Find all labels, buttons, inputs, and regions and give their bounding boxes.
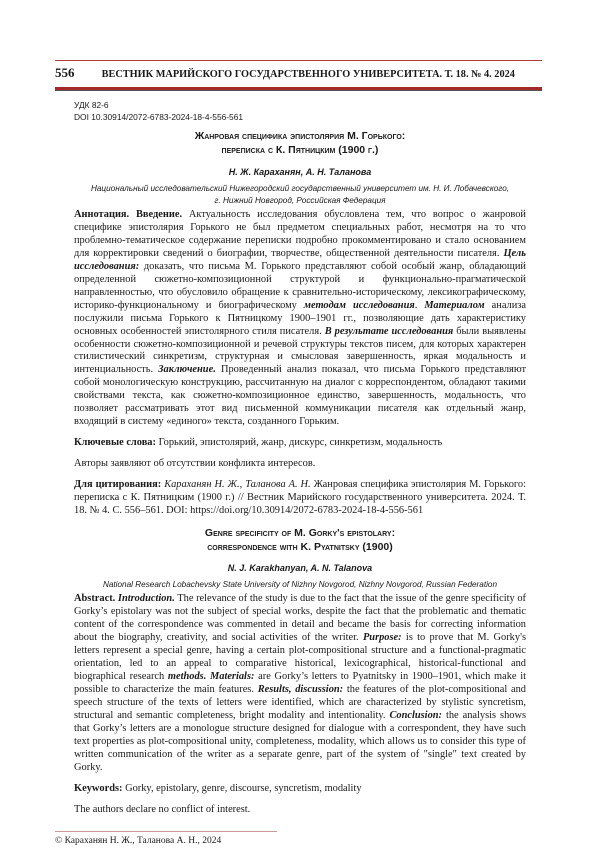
text-segment: В результате исследования <box>325 326 454 337</box>
header-top-rule <box>55 60 542 61</box>
ru-affiliation-line1: Национальный исследовательский Нижегородский государственный университет им. Н. И. Лобачевского, <box>60 183 540 195</box>
article-body <box>74 99 526 847</box>
ru-abstract <box>74 209 526 429</box>
en-title-line1: Genre specificity of M. Gorky's epistolary: <box>60 526 540 540</box>
text-segment: методам исследования <box>304 300 415 311</box>
text-segment: доказать, что письма М. Горького представляют собой особый жанр, обладающий определенной сюжетно-композиционной структурой и функционально-прагматической направленностью, что обусловило обращение к сравнительно-историческому, лексикографическому, историко-функциональному и биографическому <box>74 261 526 311</box>
en-abstract <box>74 593 526 774</box>
text-segment: Материалом <box>424 300 484 311</box>
text-segment: Purpose: <box>363 632 402 643</box>
en-keywords-label: Keywords: <box>74 783 122 794</box>
text-segment: the analysis shows that Gorky’s letters are a monologue structure designed for dialogue with a correspondent, they have such text properties as plot-compositional unity, completeness, modality, which allows us to consider this type of written communication of the writer as a separate genre, part of the system of "single" text created by Gorky. <box>74 710 526 773</box>
ru-title-line2: переписка с К. Пятницким (1900 г.) <box>60 143 540 157</box>
text-segment: . <box>415 300 425 311</box>
ru-keywords-label: Ключевые слова: <box>74 437 156 448</box>
en-title-line2: correspondence with K. Pyatnitsky (1900) <box>60 540 540 554</box>
text-segment: Аннотация. Введение. <box>74 209 182 220</box>
text-segment: Для цитирования: <box>74 479 161 490</box>
ru-keywords <box>74 437 526 450</box>
text-segment: is to prove that M. Gorky's letters represent a special genre, having a certain plot-compositional structure and a functional-pragmatic orientation, led to an appeal to comparative historical, lexicographical, historical-functional and biographical research <box>74 632 526 682</box>
text-segment: Results, discussion: <box>258 684 343 695</box>
ru-title <box>60 129 540 157</box>
page-number: 556 <box>55 65 75 81</box>
en-affiliation: National Research Lobachevsky State University of Nizhny Novgorod, Nizhny Novgorod, Russian Federation <box>60 579 540 591</box>
udk: УДК 82-6 <box>74 99 526 111</box>
doi: DOI 10.30914/2072-6783-2024-18-4-556-561 <box>74 111 526 123</box>
text-segment: анализа послужили письма Горького к Пятницкому 1900–1901 гг., позволяющие дать характеристику основных особенностей эпистолярного стиля писателя. <box>74 300 526 337</box>
text-segment: are Gorky’s letters to Pyatnitsky in 1900–1901, which make it possible to characterize the main features. <box>74 671 526 695</box>
ru-authors: Н. Ж. Караханян, А. Н. Таланова <box>74 166 526 178</box>
footnote <box>55 817 526 847</box>
text-segment: Жанровая специфика эпистолярия М. Горького: переписка с К. Пятницким (1900 г.) // Вестник Марийского государственного университета. 2024. Т. 18. № 4. С. 556–561. DOI: https://doi.org/10.30914/2072-6783-2024-18-4-556-561 <box>74 479 526 516</box>
ru-affiliation <box>60 183 540 206</box>
journal-title: ВЕСТНИК МАРИЙСКОГО ГОСУДАРСТВЕННОГО УНИВЕРСИТЕТА. Т. 18. № 4. 2024 <box>75 69 543 80</box>
text-segment: были выявлены особенности сюжетно-композиционной и речевой структуры текстов писем, для которых характерен стилистический синкретизм, структурная и смысловая завершенность, яркая модальность и интенциальность. <box>74 326 526 376</box>
footnote-rule <box>55 831 277 832</box>
en-title <box>60 526 540 554</box>
running-header <box>55 65 542 81</box>
text-segment: Abstract. <box>74 593 118 604</box>
text-segment: Conclusion: <box>389 710 442 721</box>
header-rule <box>55 87 542 91</box>
ru-title-line1: Жанровая специфика эпистолярия М. Горького: <box>60 129 540 143</box>
en-keywords <box>74 783 526 796</box>
text-segment: Проведенный анализ показал, что письма Горького представляют собой монологическую конструкцию, рассчитанную на диалог с корреспондентом, обладают такими свойствами текста, как сюжетно-композиционное единство, завершенность, модальность, что позволяет рассматривать этот вид письменной коммуникации писателя как отдельный жанр, входящий в систему «единого» текста, созданного Горьким. <box>74 364 526 427</box>
ru-affiliation-line2: г. Нижний Новгород, Российская Федерация <box>60 195 540 207</box>
en-authors: N. J. Karakhanyan, A. N. Talanova <box>74 562 526 574</box>
text-segment: The relevance of the study is due to the fact that the issue of the genre specificity of Gorky’s epistolary was not the subject of special works, despite the fact that the problematic and thematic content of the correspondence was commented in detail and became the basis for correcting information about the biography, creativity, and social activities of the writer. <box>74 593 526 643</box>
text-segment: Караханян Н. Ж., Таланова А. Н. <box>161 479 310 490</box>
ru-keywords-text: Горький, эпистолярий, жанр, дискурс, синкретизм, модальность <box>156 437 442 448</box>
text-segment: Заключение. <box>158 364 216 375</box>
ru-conflict: Авторы заявляют об отсутствии конфликта интересов. <box>74 458 526 471</box>
text-segment: Цель исследования: <box>74 248 526 272</box>
text-segment: Актуальность исследования обусловлена тем, что вопрос о жанровой специфике эпистолярия Горького не был предметом специальных работ, несмотря на то что проблемно-тематическое содержание переписки подробно прокомментировано и стало основанием для корректировки сведений о биографии, творчестве, общественной деятельности писателя. <box>74 209 526 259</box>
text-segment: Introduction. <box>118 593 175 604</box>
copyright: © Караханян Н. Ж., Таланова А. Н., 2024 <box>55 835 526 847</box>
ru-citation <box>74 479 526 518</box>
en-keywords-text: Gorky, epistolary, genre, discourse, syncretism, modality <box>122 783 361 794</box>
en-conflict: The authors declare no conflict of interest. <box>74 804 526 817</box>
text-segment: the features of the plot-compositional and speech structure of the texts of letters were identified, which are characterized by stylistic syncretism, structural and semantic completeness, bright modality and intentionality. <box>74 684 526 721</box>
text-segment: methods. Materials: <box>168 671 255 682</box>
